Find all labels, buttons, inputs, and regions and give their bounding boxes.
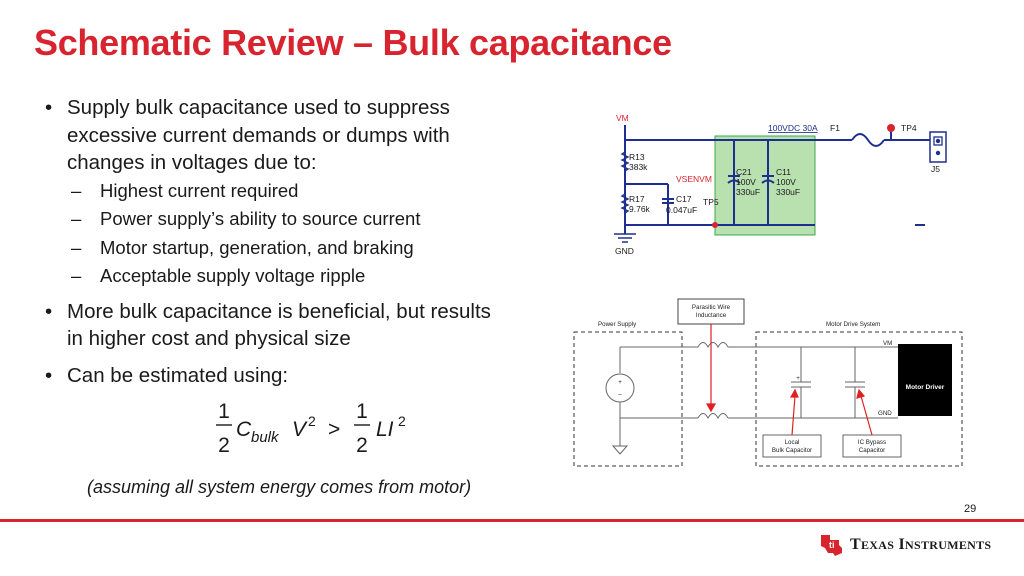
- bullet-list: [44, 94, 564, 389]
- motor-driver-label: Motor Driver: [905, 384, 945, 391]
- sch-c17-value: 0.047uF: [666, 205, 698, 215]
- formula-li: LI: [376, 418, 394, 441]
- ti-state-icon: [818, 533, 844, 557]
- formula-c: C: [236, 418, 252, 441]
- sch-tp4-label: TP4: [901, 123, 917, 133]
- frac-denominator: 2: [356, 434, 368, 457]
- ic-bypass-label-line1: IC Bypass: [857, 439, 887, 446]
- formula-subscript: bulk: [251, 429, 279, 446]
- diagram-gnd-label: GND: [878, 410, 892, 417]
- sch-vm-label: VM: [616, 113, 629, 123]
- bullet-3: [44, 362, 564, 390]
- sch-r17-name: R17: [629, 194, 645, 204]
- sch-gnd-label: GND: [615, 246, 634, 256]
- frac-numerator: 1: [356, 400, 368, 423]
- formula-operator: >: [328, 418, 341, 441]
- supply-plus-sign: +: [618, 379, 622, 386]
- supply-minus-sign: –: [618, 391, 622, 398]
- bullet-line: More bulk capacitance is beneficial, but results: [67, 299, 491, 323]
- bullet-line: excessive current demands or dumps with: [67, 123, 450, 147]
- frac-numerator: 1: [218, 400, 230, 423]
- slide-title: Schematic Review – Bulk capacitance: [34, 22, 672, 63]
- parasitic-label-line1: Parasitic Wire: [691, 304, 731, 311]
- bullet-1: [44, 94, 564, 177]
- sch-c17-name: C17: [676, 194, 692, 204]
- ic-bypass-label-line2: Capacitor: [858, 447, 886, 454]
- diagram-vm-label: VM: [883, 340, 893, 347]
- bulk-cap-plus-sign: +: [796, 375, 800, 382]
- formula-exponent: 2: [308, 413, 316, 429]
- sub-bullet: – Highest current required: [44, 177, 564, 206]
- bullet-2: [44, 298, 564, 353]
- sch-rating-label: 100VDC 30A: [768, 123, 818, 133]
- sch-vsenvm-label: VSENVM: [676, 174, 712, 184]
- sch-c21-voltage: 100V: [736, 177, 756, 187]
- page-number: 29: [964, 503, 977, 515]
- frac-denominator: 2: [218, 434, 230, 457]
- sch-r13-value: 383k: [629, 162, 648, 172]
- sch-c11-voltage: 100V: [776, 177, 796, 187]
- formula-note: (assuming all system energy comes from motor): [87, 477, 472, 497]
- sch-c11-value: 330uF: [776, 187, 801, 197]
- footer-rule: [0, 519, 1024, 522]
- bullet-line: Can be estimated using:: [67, 363, 289, 387]
- sch-c21-value: 330uF: [736, 187, 761, 197]
- formula-exponent: 2: [398, 413, 406, 429]
- parasitic-label-line2: Inductance: [695, 312, 727, 319]
- parasitic-inductance-diagram: [570, 296, 966, 468]
- sch-c21-name: C21: [736, 167, 752, 177]
- local-cap-label-line1: Local: [784, 439, 800, 446]
- sch-fuse-label: F1: [830, 123, 840, 133]
- svg-text:ti: ti: [829, 540, 835, 550]
- ti-logo-text: TEXAS INSTRUMENTS: [850, 536, 992, 553]
- sch-tp5-label: TP5: [703, 197, 719, 207]
- sub-bullet: – Motor startup, generation, and braking: [44, 234, 564, 263]
- bulk-cap-schematic: [600, 108, 960, 268]
- sub-bullet: – Acceptable supply voltage ripple: [44, 262, 564, 291]
- sub-bullet: – Power supply’s ability to source current: [44, 205, 564, 234]
- energy-formula: [214, 396, 434, 460]
- sch-c11-name: C11: [776, 167, 791, 177]
- bullet-line: Supply bulk capacitance used to suppress: [67, 96, 450, 119]
- sch-r13-name: R13: [629, 152, 645, 162]
- bullet-line: in higher cost and physical size: [67, 327, 351, 350]
- formula-v: V: [292, 418, 307, 441]
- sch-j5-label: J5: [931, 164, 940, 174]
- power-supply-label: Power Supply: [598, 321, 637, 328]
- sch-r17-value: 9.76k: [629, 204, 650, 214]
- bullet-line: changes in voltages due to:: [67, 151, 317, 174]
- ti-logo: [818, 533, 991, 557]
- local-cap-label-line2: Bulk Capacitor: [771, 447, 813, 454]
- motor-drive-system-label: Motor Drive System: [826, 321, 881, 328]
